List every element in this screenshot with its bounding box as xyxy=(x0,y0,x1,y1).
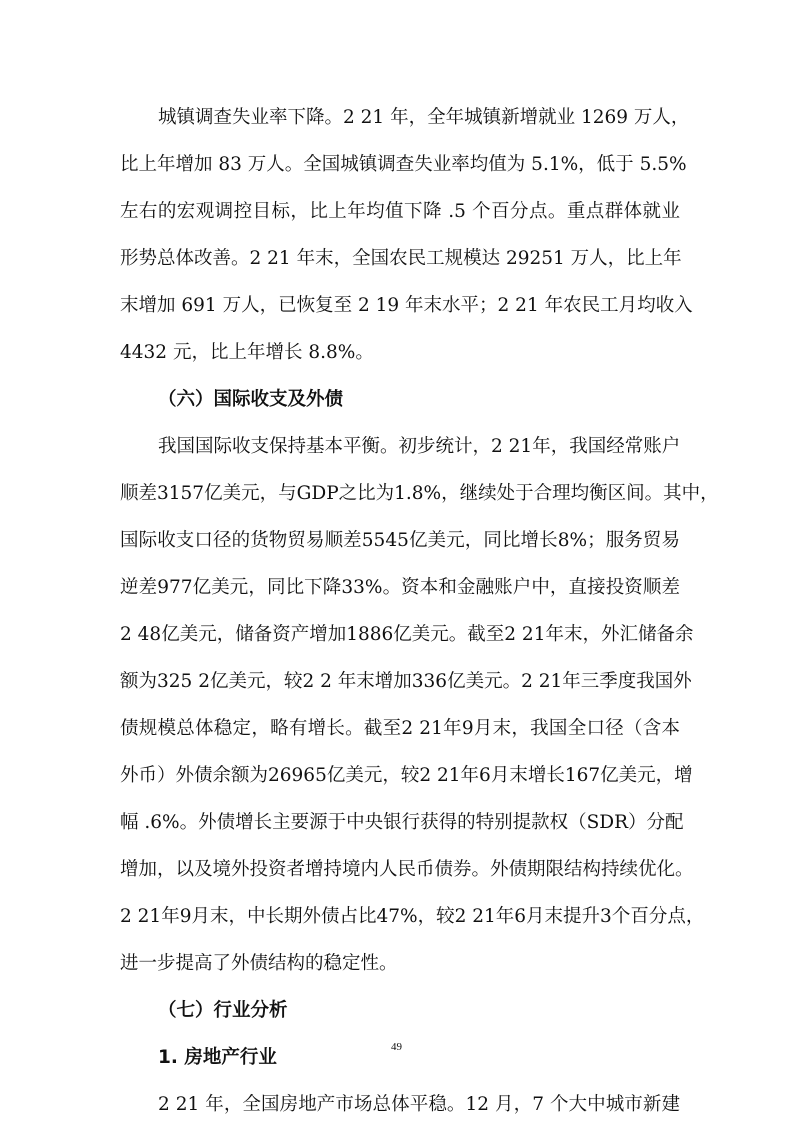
section-heading-balance: （六）国际收支及外债 xyxy=(158,389,344,410)
text-line: 左右的宏观调控目标，比上年均值下降 .5 个百分点。重点群体就业 xyxy=(120,201,680,222)
text-line: 末增加 691 万人，已恢复至 2 19 年末水平；2 21 年农民工月均收入 xyxy=(120,295,693,316)
text-line: 进一步提高了外债结构的稳定性。 xyxy=(120,953,398,974)
subsection-heading-real-estate: 1. 房地产行业 xyxy=(158,1047,277,1068)
text-line: 国际收支口径的货物贸易顺差5545亿美元，同比增长8%；服务贸易 xyxy=(120,530,680,551)
text-line: 外币）外债余额为26965亿美元，较2 21年6月末增长167亿美元，增 xyxy=(120,765,693,786)
text-line: 我国国际收支保持基本平衡。初步统计，2 21年，我国经常账户 xyxy=(158,436,681,457)
text-line: 增加，以及境外投资者增持境内人民币债券。外债期限结构持续优化。 xyxy=(120,859,694,880)
text-line: 形势总体改善。2 21 年末，全国农民工规模达 29251 万人，比上年 xyxy=(120,248,682,269)
text-line: 城镇调查失业率下降。2 21 年，全年城镇新增就业 1269 万人， xyxy=(158,107,690,128)
text-line: 逆差977亿美元，同比下降33%。资本和金融账户中，直接投资顺差 xyxy=(120,577,680,598)
page-number: 49 xyxy=(391,1041,402,1053)
section-heading-industry: （七）行业分析 xyxy=(158,1000,288,1021)
text-line: 2 21 年，全国房地产市场总体平稳。12 月，7 个大中城市新建 xyxy=(158,1094,680,1115)
text-line: 额为325 2亿美元，较2 2 年末增加336亿美元。2 21年三季度我国外 xyxy=(120,671,692,692)
text-line: 比上年增加 83 万人。全国城镇调查失业率均值为 5.1%，低于 5.5% xyxy=(120,154,687,175)
text-line: 2 48亿美元，储备资产增加1886亿美元。截至2 21年末，外汇储备余 xyxy=(120,624,694,645)
text-line: 2 21年9月末，中长期外债占比47%，较2 21年6月末提升3个百分点， xyxy=(120,906,705,927)
text-line: 债规模总体稳定，略有增长。截至2 21年9月末，我国全口径（含本 xyxy=(120,718,680,739)
text-line: 顺差3157亿美元，与GDP之比为1.8%，继续处于合理均衡区间。其中， xyxy=(120,483,719,504)
text-line: 幅 .6%。外债增长主要源于中央银行获得的特别提款权（SDR）分配 xyxy=(120,812,684,833)
text-line: 4432 元，比上年增长 8.8%。 xyxy=(120,342,374,363)
